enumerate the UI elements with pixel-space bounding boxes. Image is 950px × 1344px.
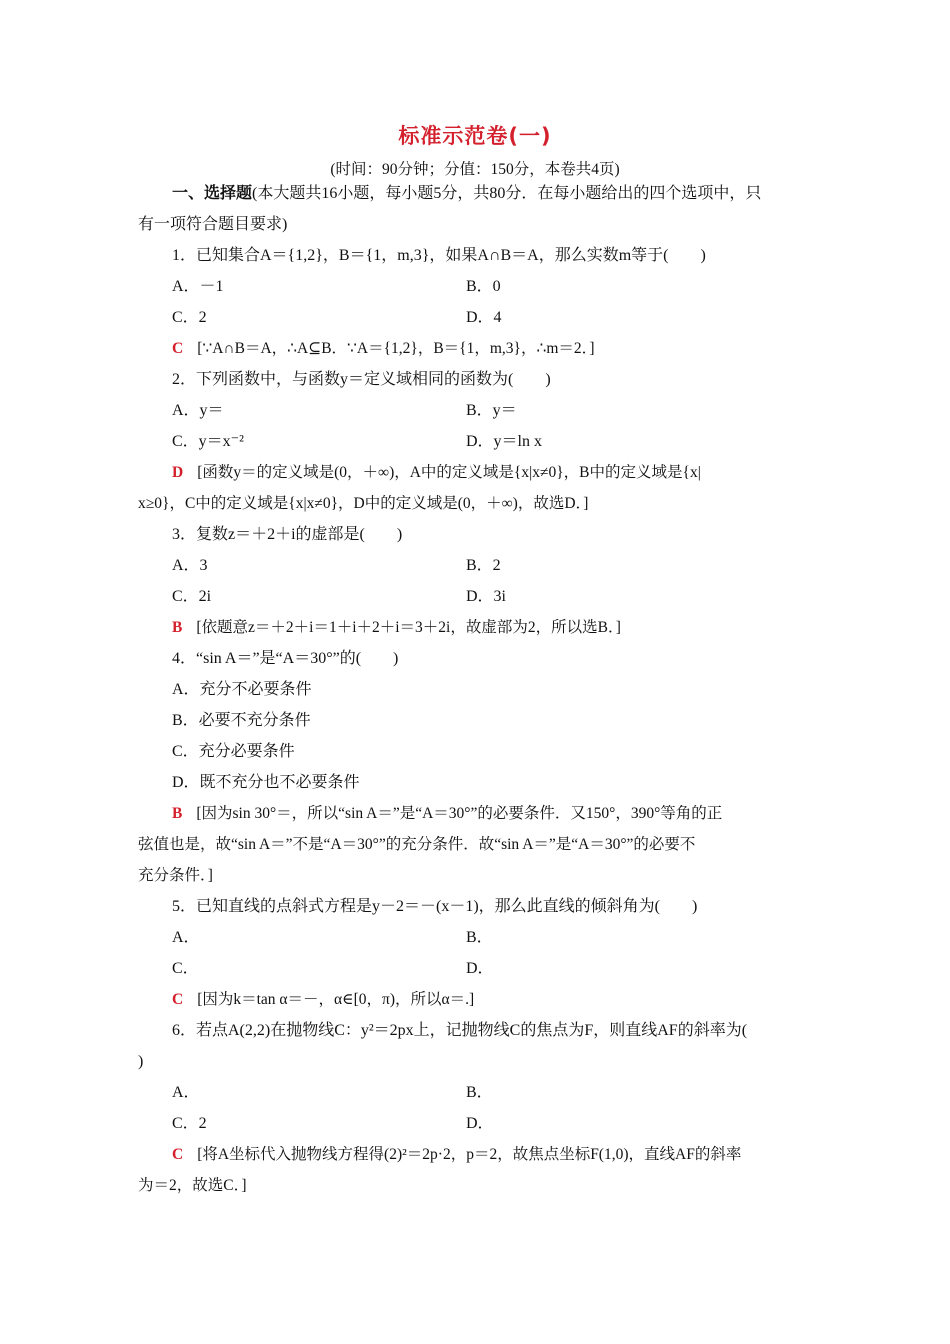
question-3-option-c: C．2i [172, 588, 212, 605]
question-3-stem: 3．复数z＝＋2＋i的虚部是( ) [172, 526, 403, 543]
question-6-option-d: D． [466, 1115, 494, 1132]
question-4-solution-line-1 [172, 801, 818, 827]
question-4-solution-text-1: [因为sin 30°＝，所以“sin A＝”是“A＝30°”的必要条件．又150°，390°等角的正 [196, 805, 723, 822]
question-5-option-a: A． [172, 929, 200, 946]
question-1-option-c: C．2 [172, 309, 207, 326]
question-1-solution [172, 336, 818, 362]
question-3-option-d: D．3i [466, 588, 507, 605]
question-6-option-a: A． [172, 1084, 200, 1101]
question-5-option-c: C． [172, 960, 199, 977]
question-4-option-b: B．必要不充分条件 [172, 712, 311, 729]
question-3-option-a: A．3 [172, 557, 208, 574]
question-2-option-a: A．y＝ [172, 402, 224, 419]
question-5-option-d: D． [466, 960, 494, 977]
question-4-stem: 4．“sin A＝”是“A＝30°”的( ) [172, 650, 399, 667]
question-6-stem-line-1: 6．若点A(2,2)在抛物线C：y²＝2px上，记抛物线C的焦点为F，则直线AF的斜率为( [172, 1022, 748, 1039]
question-2-stem: 2．下列函数中，与函数y＝定义域相同的函数为( ) [172, 371, 551, 388]
section-header-line-1 [172, 181, 818, 207]
section-desc-1: (本大题共16小题，每小题5分，共80分．在每小题给出的四个选项中，只 [252, 185, 762, 202]
question-2-solution-line-1 [172, 460, 818, 486]
question-2-option-d: D．y＝ln x [466, 433, 543, 450]
question-1-option-a: A．－1 [172, 278, 224, 295]
question-5-answer: C [172, 991, 184, 1008]
question-4-option-d: D．既不充分也不必要条件 [172, 774, 360, 791]
question-2-option-c: C．y＝x⁻² [172, 433, 244, 450]
question-3-answer: B [172, 619, 183, 636]
question-5-option-b: B． [466, 929, 493, 946]
question-6-answer: C [172, 1146, 184, 1163]
question-4-solution-line-2: 弦值也是，故“sin A＝”不是“A＝30°”的充分条件．故“sin A＝”是“A＝30°”的必要不 [138, 836, 696, 853]
question-6-option-c: C．2 [172, 1115, 207, 1132]
question-6-stem-line-2: ) [138, 1053, 144, 1070]
question-1-option-b: B．0 [466, 278, 501, 295]
question-3-solution [172, 615, 818, 641]
question-1-answer: C [172, 340, 184, 357]
exam-title: 标准示范卷(一) [398, 124, 552, 148]
question-6-solution-line-1 [172, 1142, 818, 1168]
question-4-option-c: C．充分必要条件 [172, 743, 295, 760]
question-5-solution-text: [因为k＝tan α＝－，α∈[0，π)，所以α＝.] [197, 991, 475, 1008]
question-6-solution-text-1: [将A坐标代入抛物线方程得(2)²＝2p·2，p＝2，故焦点坐标F(1,0)，直线AF的斜率 [197, 1146, 742, 1163]
question-1-stem: 1．已知集合A＝{1,2}，B＝{1，m,3}，如果A∩B＝A，那么实数m等于( ) [172, 247, 706, 264]
question-2-option-b: B．y＝ [466, 402, 517, 419]
question-4-option-a: A．充分不必要条件 [172, 681, 312, 698]
question-1-option-d: D．4 [466, 309, 502, 326]
section-label: 一、选择题 [172, 185, 253, 202]
question-1-solution-text: [∵A∩B＝A，∴A⊆B．∵A＝{1,2}，B＝{1，m,3}，∴m＝2．] [197, 340, 595, 357]
question-3-option-b: B．2 [466, 557, 501, 574]
question-2-solution-text-1: [函数y＝的定义域是(0，＋∞)，A中的定义域是{x|x≠0}，B中的定义域是{x| [197, 464, 701, 481]
question-6-solution-line-2: 为＝2，故选C．] [138, 1177, 247, 1194]
question-3-solution-text: [依题意z＝＋2＋i＝1＋i＋2＋i＝3＋2i，故虚部为2，所以选B．] [196, 619, 621, 636]
question-6-option-b: B． [466, 1084, 493, 1101]
question-2-answer: D [172, 464, 184, 481]
exam-subtitle: (时间：90分钟；分值：150分，本卷共4页) [330, 161, 620, 178]
section-desc-2: 有一项符合题目要求) [138, 216, 288, 233]
question-4-answer: B [172, 805, 183, 822]
question-2-solution-line-2: x≥0}，C中的定义域是{x|x≠0}，D中的定义域是(0，＋∞)，故选D．] [138, 495, 589, 512]
question-4-solution-line-3: 充分条件．] [138, 867, 213, 884]
question-5-stem: 5．已知直线的点斜式方程是y－2＝－(x－1)，那么此直线的倾斜角为( ) [172, 898, 698, 915]
question-5-solution [172, 987, 818, 1013]
